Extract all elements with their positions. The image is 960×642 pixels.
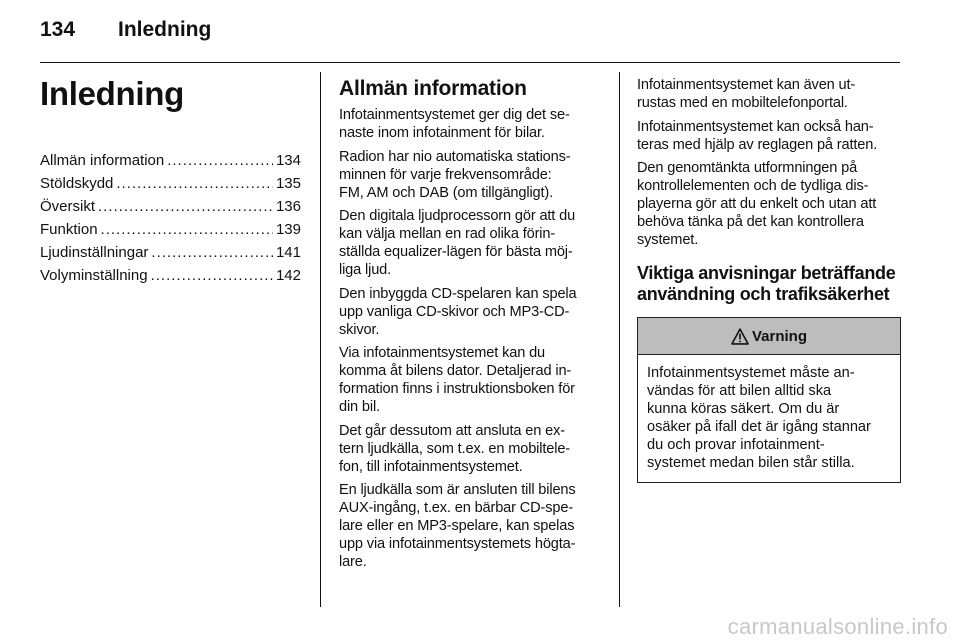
text-line: teras med hjälp av reglagen på ratten.: [637, 136, 878, 153]
warning-body: [638, 355, 900, 482]
toc-item-label: Allmän information: [40, 152, 165, 169]
text-line: behöva tänka på det kan kontrollera: [637, 214, 864, 230]
text-line: osäker på ifall det är igång stannar: [647, 419, 871, 435]
toc-item-label: Ljudinställningar: [40, 244, 149, 261]
side-text-column: [637, 76, 901, 483]
text-line: liga ljud.: [339, 262, 392, 278]
toc-item-page: 135: [275, 175, 301, 192]
main-text-column: [339, 76, 603, 577]
toc-item-page: 136: [275, 198, 301, 215]
text-line: systemet.: [637, 232, 699, 248]
warning-box: [637, 317, 901, 483]
toc-item[interactable]: [40, 195, 301, 218]
text-line: Infotainmentsystemet kan även ut-: [637, 77, 856, 93]
toc-item-page: 139: [275, 221, 301, 238]
text-line: vändas för att bilen alltid ska: [647, 383, 832, 399]
body-paragraph: [339, 207, 603, 279]
toc-item[interactable]: [40, 264, 301, 287]
toc-column: [40, 76, 301, 287]
text-line: ställda equalizer-lägen för bästa möj-: [339, 244, 573, 260]
body-paragraph: [339, 481, 603, 571]
safety-heading: [637, 263, 901, 305]
body-paragraph: [339, 285, 603, 339]
text-line: skivor.: [339, 321, 380, 338]
warning-header: [638, 318, 900, 355]
text-line: FM, AM och DAB (om tillgängligt).: [339, 184, 554, 201]
text-line: fon, till infotainmentsystemet.: [339, 458, 523, 475]
text-line: Infotainmentsystemet ger dig det se-: [339, 107, 570, 123]
text-line: Via infotainmentsystemet kan du: [339, 345, 545, 361]
toc-item[interactable]: [40, 241, 301, 264]
toc-item[interactable]: [40, 172, 301, 195]
toc-item-label: Översikt: [40, 198, 96, 215]
toc-item-label: Volyminställning: [40, 267, 148, 284]
text-line: Infotainmentsystemet måste an-: [647, 365, 855, 381]
toc-item-page: 134: [275, 152, 301, 169]
text-line: naste inom infotainment för bilar.: [339, 125, 545, 141]
text-line: Den genomtänkta utformningen på: [637, 160, 858, 176]
text-line: Radion har nio automatiska stations-: [339, 148, 571, 165]
heading-line: Viktiga anvisningar beträffande: [637, 263, 896, 283]
toc-leader-dots: [101, 218, 273, 241]
text-line: lare.: [339, 554, 367, 570]
header-rule: [40, 62, 900, 63]
text-line: Infotainmentsystemet kan också han-: [637, 118, 874, 135]
toc-leader-dots: [98, 195, 273, 218]
body-paragraph: [637, 118, 901, 154]
text-line: playerna gör att du enkelt och utan att: [637, 196, 877, 212]
text-line: komma åt bilens dator. Detaljerad in-: [339, 363, 572, 379]
toc-item-label: Funktion: [40, 221, 98, 238]
body-paragraph: [339, 148, 603, 202]
toc-item[interactable]: [40, 218, 301, 241]
body-paragraph: [637, 159, 901, 249]
toc-item-page: 142: [275, 267, 301, 284]
section-heading: Allmän information: [339, 77, 527, 100]
toc-leader-dots: [116, 172, 273, 195]
running-section-title: Inledning: [118, 18, 212, 41]
text-line: Det går dessutom att ansluta en ex-: [339, 422, 565, 439]
text-line: upp vanliga CD-skivor och MP3-CD-: [339, 303, 570, 320]
toc-leader-dots: [167, 149, 273, 172]
text-line: Den inbyggda CD-spelaren kan spela: [339, 285, 577, 302]
toc-item-label: Stöldskydd: [40, 175, 114, 192]
text-line: systemet medan bilen står stilla.: [647, 455, 855, 471]
heading-line: användning och trafiksäkerhet: [637, 284, 890, 304]
text-line: Den digitala ljudprocessorn gör att du: [339, 208, 576, 224]
text-line: formation finns i instruktionsboken för: [339, 381, 575, 397]
text-line: du och provar infotainment-: [647, 437, 825, 453]
toc-item[interactable]: [40, 149, 301, 172]
watermark: carmanualsonline.info: [727, 614, 948, 639]
column-divider-left: [320, 72, 321, 607]
text-line: lare eller en MP3-spelare, kan spelas: [339, 518, 575, 534]
body-paragraph: [339, 106, 603, 142]
text-line: din bil.: [339, 399, 380, 415]
text-line: kan välja mellan en rad olika förin-: [339, 226, 556, 242]
text-line: upp via infotainmentsystemets högta-: [339, 536, 576, 552]
text-line: kontrollelementen och de tydliga dis-: [637, 178, 869, 194]
body-paragraph: [637, 76, 901, 112]
text-line: En ljudkälla som är ansluten till bilens: [339, 482, 576, 498]
text-line: rustas med en mobiltelefonportal.: [637, 95, 848, 111]
toc-leader-dots: [151, 264, 273, 287]
column-divider-right: [619, 72, 620, 607]
warning-title: Varning: [751, 327, 807, 345]
toc-item-page: 141: [275, 244, 301, 261]
text-line: minnen för varje frekvensområde:: [339, 166, 552, 183]
toc-leader-dots: [151, 241, 273, 264]
text-line: kunna köras säkert. Om du är: [647, 401, 840, 417]
page-number: 134: [40, 18, 76, 41]
body-paragraph: [339, 344, 603, 416]
table-of-contents: [40, 149, 301, 287]
warning-triangle-icon: [731, 328, 749, 345]
body-paragraph: [339, 422, 603, 476]
chapter-title: Inledning: [40, 75, 184, 112]
text-line: tern ljudkälla, som t.ex. en mobiltele-: [339, 440, 570, 457]
text-line: AUX-ingång, t.ex. en bärbar CD-spe-: [339, 500, 574, 516]
